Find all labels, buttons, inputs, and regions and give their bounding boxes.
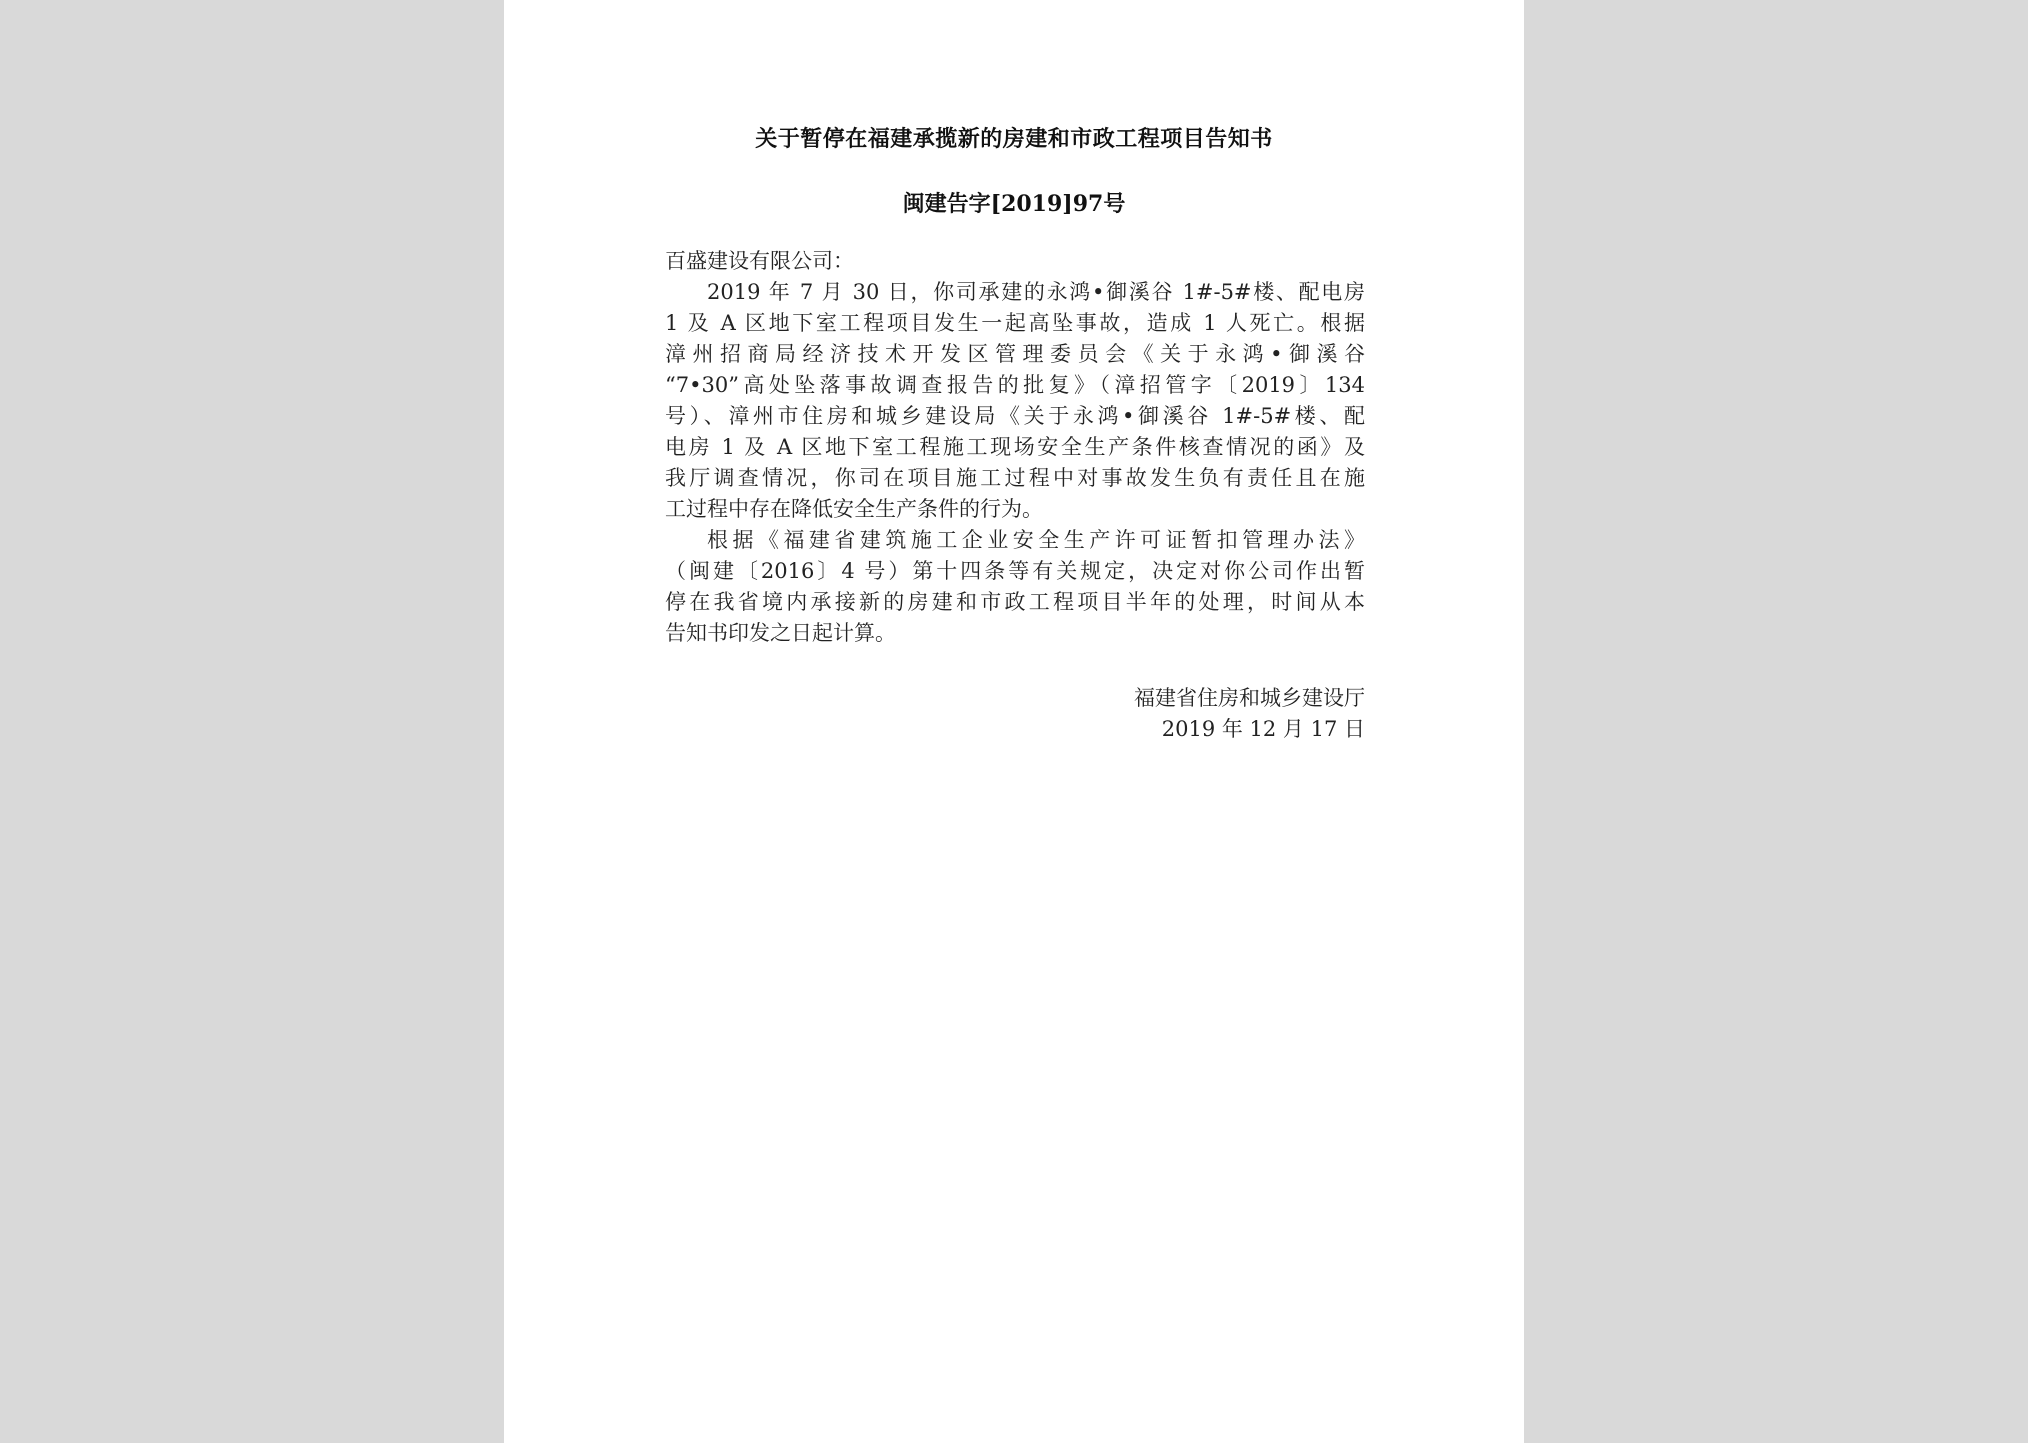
- paragraph-1: [665, 277, 1365, 525]
- document-body: [665, 246, 1365, 649]
- paragraph-line: 2019 年 7 月 30 日，你司承建的永鸿•御溪谷 1#-5#楼、配电房: [707, 280, 1365, 304]
- paragraph-line: 我厅调查情况，你司在项目施工过程中对事故发生负有责任且在施: [665, 466, 1365, 490]
- document-number: 闽建告字[2019]97号: [902, 191, 1126, 217]
- paragraph-line: 1 及 A 区地下室工程项目发生一起高坠事故，造成 1 人死亡。根据: [665, 311, 1365, 335]
- paragraph-line: 停在我省境内承接新的房建和市政工程项目半年的处理，时间从本: [665, 590, 1365, 614]
- paragraph-line: 电房 1 及 A 区地下室工程施工现场安全生产条件核查情况的函》及: [665, 435, 1365, 459]
- document-title: 关于暂停在福建承揽新的房建和市政工程项目告知书: [755, 126, 1273, 152]
- signature-date: 2019 年 12 月 17 日: [1161, 717, 1365, 741]
- paragraph-2: [665, 525, 1365, 649]
- paragraph-line: 告知书印发之日起计算。: [665, 621, 896, 645]
- paragraph-line: （闽建〔2016〕4 号）第十四条等有关规定，决定对你公司作出暂: [665, 559, 1365, 583]
- paragraph-line: 工过程中存在降低安全生产条件的行为。: [665, 497, 1043, 521]
- paragraph-line: “7•30”高处坠落事故调查报告的批复》（漳招管字〔2019〕134: [665, 373, 1365, 397]
- salutation: 百盛建设有限公司：: [665, 249, 854, 273]
- document-page: [504, 0, 1524, 1443]
- paragraph-line: 根据《福建省建筑施工企业安全生产许可证暂扣管理办法》: [707, 528, 1365, 552]
- signature-organization: 福建省住房和城乡建设厅: [1134, 686, 1365, 710]
- paragraph-line: 号）、漳州市住房和城乡建设局《关于永鸿•御溪谷 1#-5#楼、配: [665, 404, 1365, 428]
- paragraph-line: 漳州招商局经济技术开发区管理委员会《关于永鸿•御溪谷: [665, 342, 1365, 366]
